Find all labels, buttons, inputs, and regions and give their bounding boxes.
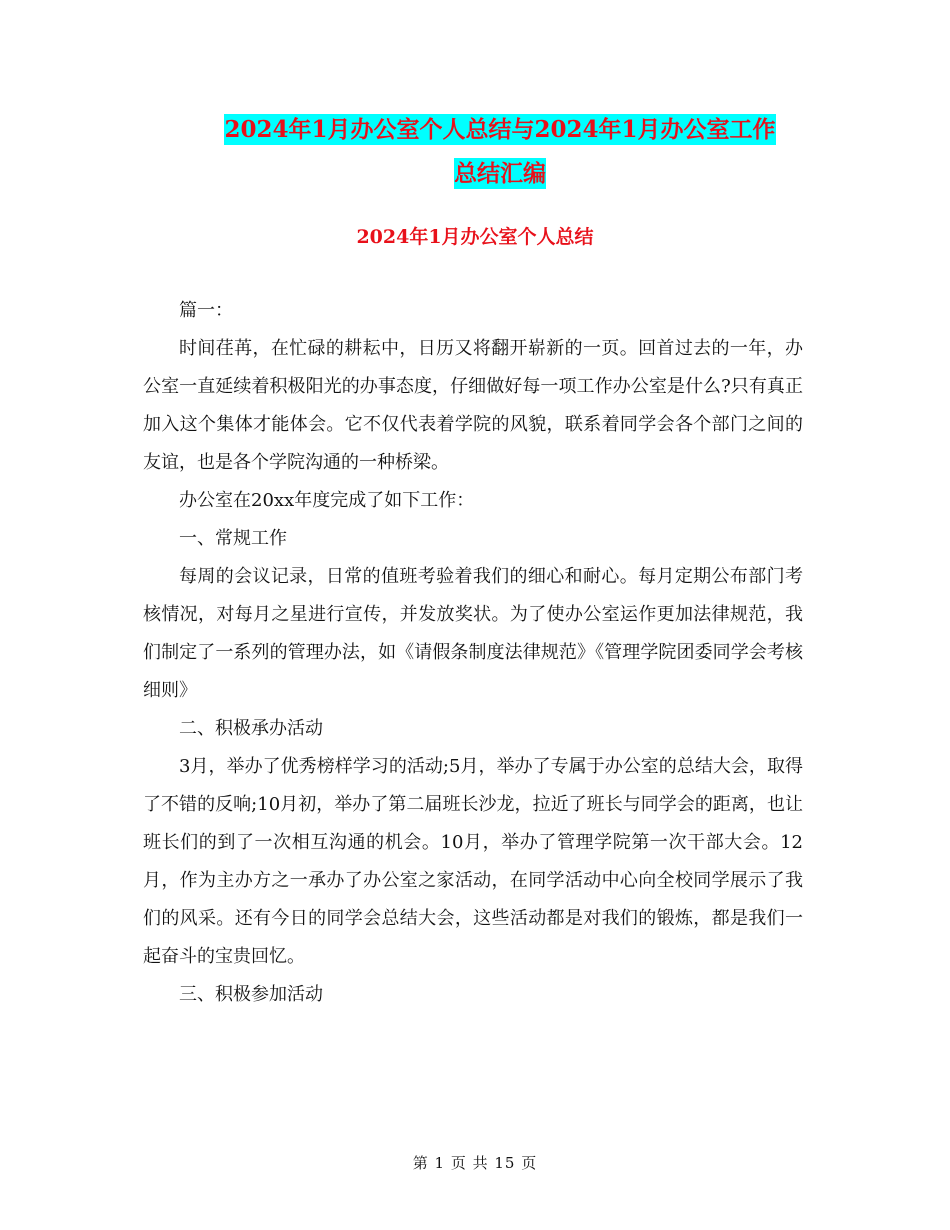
document-title-line-1 xyxy=(140,113,860,147)
document-title-line-2 xyxy=(140,157,860,191)
paragraph: 3月，举办了优秀榜样学习的活动;5月，举办了专属于办公室的总结大会，取得了不错的反响;10月初，举办了第二届班长沙龙，拉近了班长与同学会的距离，也让班长们的到了一次相互沟通的机会。10月，举办了管理学院第一次干部大会。12月，作为主办方之一承办了办公室之家活动，在同学活动中心向全校同学展示了我们的风采。还有今日的同学会总结大会，这些活动都是对我们的锻炼，都是我们一起奋斗的宝贵回忆。 xyxy=(143,756,803,967)
paragraph: 每周的会议记录，日常的值班考验着我们的细心和耐心。每月定期公布部门考核情况，对每月之星进行宣传，并发放奖状。为了使办公室运作更加法律规范，我们制定了一系列的管理办法，如《请假条制度法律规范》《管理学院团委同学会考核细则》 xyxy=(143,566,803,701)
page-footer: 第 1 页 共 15 页 xyxy=(412,1154,538,1172)
paragraph: 办公室在20xx年度完成了如下工作： xyxy=(179,490,475,511)
section-title: 2024年1月办公室个人总结 xyxy=(356,226,594,248)
subheading: 一、常规工作 xyxy=(179,528,287,549)
subheading: 二、积极承办活动 xyxy=(179,718,323,739)
paragraph-label: 篇一： xyxy=(179,300,233,321)
document-title-text-1: 2024年1月办公室个人总结与2024年1月办公室工作 xyxy=(224,116,776,143)
document-body xyxy=(143,292,803,1014)
subheading: 三、积极参加活动 xyxy=(179,984,323,1005)
paragraph: 时间荏苒，在忙碌的耕耘中，日历又将翻开崭新的一页。回首过去的一年，办公室一直延续着积极阳光的办事态度，仔细做好每一项工作办公室是什么?只有真正加入这个集体才能体会。它不仅代表着学院的风貌，联系着同学会各个部门之间的友谊，也是各个学院沟通的一种桥梁。 xyxy=(143,338,803,473)
document-title-text-2: 总结汇编 xyxy=(454,160,546,187)
